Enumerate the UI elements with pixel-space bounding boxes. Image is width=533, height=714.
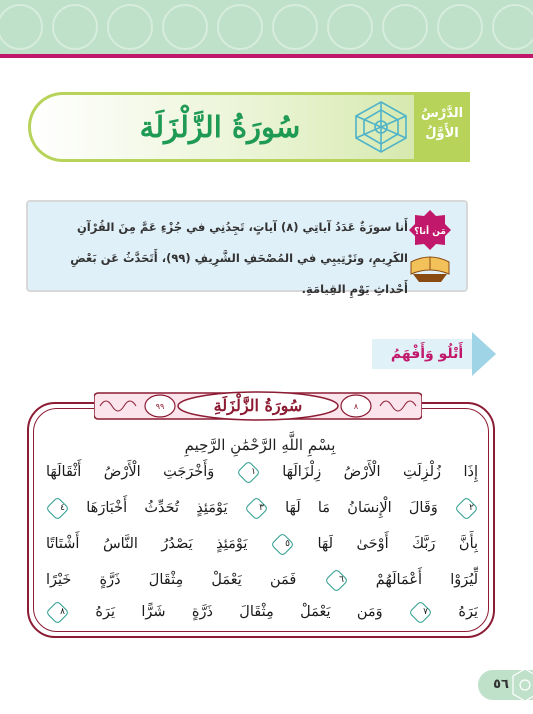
surah-order-number: ٩٩ bbox=[155, 402, 165, 411]
page-number: ٥٦ bbox=[493, 677, 509, 692]
lesson-number-badge bbox=[414, 92, 470, 162]
verse-line bbox=[46, 457, 478, 487]
surah-header-name: سُورَةُ الزَّلْزَلَةِ bbox=[213, 396, 303, 415]
header-divider bbox=[0, 54, 533, 58]
intro-text: أَنا سورَةٌ عَدَدُ آياتِي (٨) آياتٍ، تَجِدُنِي في جُزْءِ عَمَّ مِنَ القُرْآنِ الكَرِيمِ، وتَرْتِيبِي في المُصْحَفِ الشَّرِيفِ (٩٩)، أَتَحَدَّثُ عَن بَعْضِ أَحْداثِ يَوْمِ القِيامَةِ. bbox=[70, 220, 408, 296]
lesson-badge-line1: الدَّرْسُ bbox=[420, 106, 464, 121]
verse-text: فَمَن يَعْمَلْ مِثْقَالَ ذَرَّةٍ خَيْرًا bbox=[46, 572, 297, 588]
lesson-badge-line2: الأَوَّلُ bbox=[425, 126, 459, 141]
pointer-arrow-icon bbox=[472, 332, 496, 376]
ayah-number-marker: ٣ bbox=[244, 496, 268, 520]
lesson-title: سُورَةُ الزَّلْزَلَة bbox=[139, 110, 301, 144]
verse-text: يَوْمَئِذٍ تُحَدِّثُ أَخْبَارَهَا bbox=[86, 500, 228, 516]
ayah-number-marker: ٥ bbox=[270, 532, 294, 556]
verse-text: لِّيُرَوْا أَعْمَالَهُمْ bbox=[375, 572, 478, 588]
ayah-number-marker: ٧ bbox=[408, 600, 432, 624]
verse-line bbox=[46, 565, 478, 595]
header-band bbox=[0, 0, 533, 54]
verse-text: وَأَخْرَجَتِ الْأَرْضُ أَثْقَالَهَا bbox=[46, 464, 215, 480]
ayah-number-marker: ٢ bbox=[455, 496, 478, 520]
verse-line bbox=[46, 493, 478, 523]
verse-text: بِأَنَّ رَبَّكَ أَوْحَىٰ لَهَا bbox=[317, 536, 478, 552]
surah-ayat-count: ٨ bbox=[353, 402, 359, 411]
verse-text: إِذَا زُلْزِلَتِ الْأَرْضُ زِلْزَالَهَا bbox=[282, 464, 478, 480]
verse-line bbox=[46, 529, 478, 559]
ayah-number-marker: ٦ bbox=[324, 568, 348, 592]
lattice-ornament-icon bbox=[510, 666, 533, 704]
ayah-number-marker: ١ bbox=[236, 460, 260, 484]
verse-line bbox=[46, 597, 478, 627]
lattice-ornament-icon bbox=[346, 98, 416, 156]
ayah-number-marker: ٨ bbox=[46, 600, 70, 624]
verse-text: وَقَالَ الْإِنسَانُ مَا لَهَا bbox=[285, 500, 438, 516]
verse-text: يَوْمَئِذٍ يَصْدُرُ النَّاسُ أَشْتَاتًا bbox=[46, 536, 248, 552]
basmala: بِسْمِ اللَّهِ الرَّحْمَٰنِ الرَّحِيمِ bbox=[184, 436, 336, 454]
verse-text: يَرَهُ bbox=[458, 604, 478, 620]
quran-book-icon bbox=[407, 208, 453, 284]
intro-badge-label: مَن أنا؟ bbox=[414, 227, 446, 237]
ayah-number-marker: ٤ bbox=[46, 496, 70, 520]
recite-section-label: أَتْلُو وَأَفْهَمُ bbox=[372, 339, 482, 369]
verse-text: وَمَن يَعْمَلْ مِثْقَالَ ذَرَّةٍ شَرًّا يَرَهُ bbox=[95, 604, 383, 620]
header-pattern bbox=[0, 0, 533, 54]
